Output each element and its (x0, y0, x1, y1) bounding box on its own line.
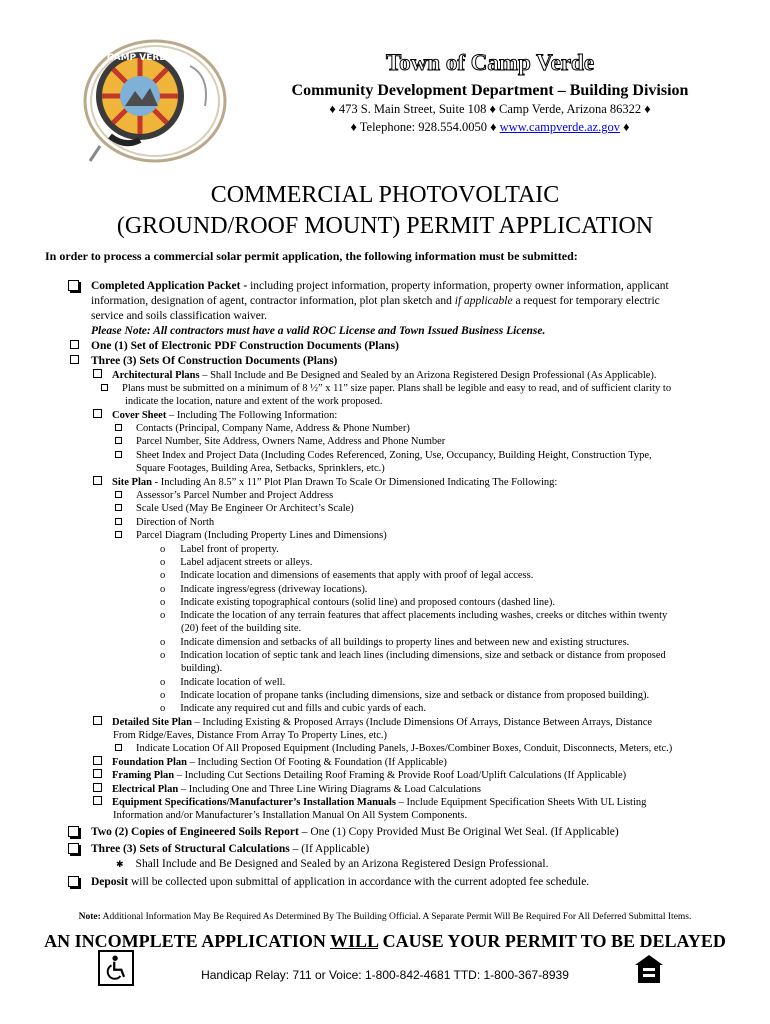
structural-sub-text: Shall Include and Be Designed and Sealed by an Arizona Registered Design Professional. (135, 858, 549, 870)
note-label: Note: (78, 912, 101, 922)
checkbox-electrical[interactable] (93, 783, 102, 792)
site-sub-3-text: Direction of North (136, 517, 215, 528)
packet-desc-2b: a request for temporary electric (512, 295, 660, 307)
site-desc: - Including An 8.5” x 11” Plot Plan Drawn To Scale Or Dimensioned Indicating The Following: (151, 477, 558, 488)
site-sub-3 (115, 516, 214, 529)
town-title: Town of Camp Verde (385, 50, 595, 75)
item-three-sets (70, 354, 337, 369)
note-text: Additional Information May Be Required As Determined By The Building Official. A Separate Permit Will Be Required For All Deferred Submittal Items. (100, 912, 692, 922)
bullet-9: o Indicate location of well. (160, 677, 286, 688)
architectural-sub (101, 382, 671, 395)
department-name: Community Development Department – Building Division (291, 82, 689, 99)
bullet-1: o Label front of property. (160, 544, 279, 555)
pdf-label: One (1) Set of Electronic PDF Construction Documents (Plans) (91, 340, 399, 352)
warning-part-1: AN INCOMPLETE APPLICATION (44, 931, 331, 951)
checkbox-equipment-specs[interactable] (93, 796, 102, 805)
website-link[interactable]: www.campverde.az.gov (499, 120, 620, 134)
soils-desc: – One (1) Copy Provided Must Be Original Wet Seal. (If Applicable) (298, 826, 619, 838)
seal-text: CAMP VERDE (107, 53, 173, 63)
bullet-2: o Label adjacent streets or alleys. (160, 557, 313, 568)
checkbox-equipment-location[interactable] (115, 744, 122, 751)
item-cover-sheet (93, 409, 337, 422)
site-sub-1 (115, 489, 333, 502)
cover-title: Cover Sheet (112, 410, 167, 421)
town-seal-logo (80, 36, 230, 166)
cover-sub-2-text: Parcel Number, Site Address, Owners Name, Address and Phone Number (136, 436, 446, 447)
checkbox-foundation[interactable] (93, 756, 102, 765)
checkbox-three-sets[interactable] (70, 355, 79, 364)
packet-desc-2i: if applicable (454, 295, 513, 307)
equipment-title: Equipment Specifications/Manufacturer’s Installation Manuals (112, 797, 397, 808)
checkbox-structural[interactable] (68, 843, 79, 854)
address-line: ♦ 473 S. Main Street, Suite 108 ♦ Camp Verde, Arizona 86322 ♦ (329, 102, 651, 116)
three-sets-label: Three (3) Sets Of Construction Documents (Plans) (91, 355, 338, 367)
footnote (0, 912, 770, 922)
item-structural (91, 842, 369, 857)
item-framing (93, 769, 626, 782)
item-detailed-site-plan (93, 716, 652, 729)
item-electrical (93, 783, 481, 796)
item-packet (91, 279, 731, 339)
detailed-sub-text: Indicate Location Of All Proposed Equipment (Including Panels, J-Boxes/Combiner Boxes, Conduit, Disconnects, Meters, etc.) (136, 743, 673, 754)
soils-title: Two (2) Copies of Engineered Soils Report (91, 826, 299, 838)
checkbox-site-2[interactable] (115, 504, 122, 511)
handicap-relay-line: Handicap Relay: 711 or Voice: 1-800-842-4681 TTD: 1-800-367-8939 (201, 968, 569, 982)
site-sub-2 (115, 502, 354, 515)
title-line-1: COMMERCIAL PHOTOVOLTAIC (210, 182, 560, 208)
packet-note: Please Note: All contractors must have a valid ROC License and Town Issued Business License. (91, 325, 546, 337)
bullet-6: o Indicate the location of any terrain features that affect placements including washes, creeks or ditches within twenty (160, 610, 668, 621)
bullet-8-text: Indication location of septic tank and leach lines (including dimensions, size and setback or distance from proposed (180, 650, 666, 661)
checkbox-cover-1[interactable] (115, 424, 122, 431)
foundation-title: Foundation Plan (112, 757, 187, 768)
checkbox-soils[interactable] (68, 826, 79, 837)
cover-sub-1-text: Contacts (Principal, Company Name, Address & Phone Number) (136, 423, 410, 434)
deposit-desc: will be collected upon submittal of application in accordance with the current adopted fee schedule. (128, 876, 590, 888)
checkbox-architectural[interactable] (93, 369, 102, 378)
item-pdf (70, 339, 399, 354)
checkbox-pdf[interactable] (70, 340, 79, 349)
bullet-9-text: Indicate location of well. (180, 677, 286, 688)
packet-desc-2a: information, designation of agent, contractor information, plot plan sketch and (91, 295, 455, 307)
intro-text: In order to process a commercial solar permit application, the following information must be submitted: (45, 249, 578, 263)
detailed-desc: – Including Existing & Proposed Arrays (Include Dimensions Of Arrays, Distance Between Arrays, Distance (191, 717, 653, 728)
cover-sub-3-cont: Square Footages, Building Area, Setbacks, Sprinklers, etc.) (136, 463, 385, 474)
detailed-title: Detailed Site Plan (112, 717, 192, 728)
equal-housing-icon (633, 953, 665, 985)
bullet-2-text: Label adjacent streets or alleys. (180, 557, 313, 568)
electrical-desc: – Including One and Three Line Wiring Diagrams & Load Calculations (178, 784, 481, 795)
bullet-11: o Indicate any required cut and fills and cubic yards of each. (160, 703, 427, 714)
packet-desc: including project information, property information, property owner information, applicant (250, 280, 669, 292)
item-soils (91, 825, 619, 840)
site-sub-2-text: Scale Used (May Be Engineer Or Architect’s Scale) (136, 503, 354, 514)
checkbox-site-plan[interactable] (93, 476, 102, 485)
structural-desc: – (If Applicable) (289, 843, 370, 855)
cover-sub-1 (115, 422, 410, 435)
bullet-3-text: Indicate location and dimensions of easements that apply with proof of legal access. (180, 570, 534, 581)
item-deposit (91, 875, 589, 890)
warning-emphasis: WILL (330, 931, 379, 951)
item-equipment-specs (93, 796, 646, 809)
checkbox-cover-sheet[interactable] (93, 409, 102, 418)
cover-sub-3-text: Sheet Index and Project Data (Including Codes Referenced, Zoning, Use, Occupancy, Building Height, Construction Type, (136, 450, 652, 461)
packet-desc-3: service and soils classification waiver. (91, 310, 267, 322)
cover-sub-2 (115, 435, 445, 448)
incomplete-warning (0, 931, 770, 952)
bullet-4: o Indicate ingress/egress (driveway locations). (160, 584, 368, 595)
checkbox-deposit[interactable] (68, 876, 79, 887)
deposit-title: Deposit (91, 876, 129, 888)
framing-desc: – Including Cut Sections Detailing Roof Framing & Provide Roof Load/Uplift Calculations (If Applicable) (174, 770, 627, 781)
paper-size-text: Plans must be submitted on a minimum of 8 ½” x 11” size paper. Plans shall be legible and easy to read, and of sufficient clarity to (122, 383, 672, 394)
equipment-desc: – Include Equipment Specification Sheets With UL Listing (396, 797, 647, 808)
bullet-8-cont: building). (181, 663, 223, 674)
bullet-6-cont: (20) feet of the building site. (181, 623, 302, 634)
title-line-2: (GROUND/ROOF MOUNT) PERMIT APPLICATION (116, 213, 654, 239)
bullet-6-text: Indicate the location of any terrain features that affect placements including washes, creeks or ditches within twenty (180, 610, 668, 621)
bullet-5: o Indicate existing topographical contours (solid line) and proposed contours (dashed line). (160, 597, 555, 608)
bullet-7-text: Indicate dimension and setbacks of all buildings to property lines and between new and existing structures. (180, 637, 630, 648)
item-architectural (93, 369, 657, 382)
site-sub-1-text: Assessor’s Parcel Number and Project Address (136, 490, 334, 501)
checkbox-packet[interactable] (68, 280, 79, 291)
architectural-desc: – Shall Include and Be Designed and Sealed by an Arizona Registered Design Professional (As Applicable). (199, 370, 657, 381)
architectural-title: Architectural Plans (112, 370, 200, 381)
site-sub-4 (115, 529, 387, 542)
page-title (0, 180, 770, 242)
foundation-desc: – Including Section Of Footing & Foundation (If Applicable) (186, 757, 447, 768)
phone-text: ♦ Telephone: 928.554.0050 ♦ (350, 120, 500, 134)
checkbox-site-1[interactable] (115, 491, 122, 498)
bullet-8: o Indication location of septic tank and leach lines (including dimensions, size and setback or distance from proposed (160, 650, 666, 661)
checkbox-paper-size[interactable] (101, 384, 108, 391)
architectural-sub-cont: indicate the location, nature and extent of the work proposed. (125, 396, 383, 407)
cover-desc: – Including The Following Information: (166, 410, 338, 421)
electrical-title: Electrical Plan (112, 784, 179, 795)
phone-line (210, 120, 770, 135)
structural-title: Three (3) Sets of Structural Calculations (91, 843, 290, 855)
site-title: Site Plan (112, 477, 152, 488)
bullet-3: o Indicate location and dimensions of easements that apply with proof of legal access. (160, 570, 534, 581)
framing-title: Framing Plan (112, 770, 175, 781)
phone-suffix: ♦ (619, 120, 630, 134)
packet-title: Completed Application Packet - (91, 280, 251, 292)
detailed-sub (115, 742, 672, 755)
detailed-cont: From Ridge/Eaves, Distance From Array To Property Lines, etc.) (113, 730, 388, 741)
bullet-10: o Indicate location of propane tanks (including dimensions, size and setback or distance from proposed building). (160, 690, 650, 701)
checkbox-cover-2[interactable] (115, 437, 122, 444)
checkbox-site-4[interactable] (115, 531, 122, 538)
bullet-1-text: Label front of property. (180, 544, 279, 555)
warning-part-2: CAUSE YOUR PERMIT TO BE DELAYED (378, 931, 726, 951)
item-foundation (93, 756, 447, 769)
checkbox-framing[interactable] (93, 769, 102, 778)
equipment-cont: Information and/or Manufacturer’s Installation Manual On All System Components. (113, 810, 468, 821)
bullet-11-text: Indicate any required cut and fills and cubic yards of each. (180, 703, 427, 714)
bullet-4-text: Indicate ingress/egress (driveway locations). (180, 584, 368, 595)
bullet-10-text: Indicate location of propane tanks (including dimensions, size and setback or distance from proposed building). (180, 690, 650, 701)
bullet-7: o Indicate dimension and setbacks of all buildings to property lines and between new and existing structures. (160, 637, 630, 648)
checkbox-cover-3[interactable] (115, 451, 122, 458)
checkbox-detailed-site-plan[interactable] (93, 716, 102, 725)
checkbox-site-3[interactable] (115, 518, 122, 525)
site-sub-4-text: Parcel Diagram (Including Property Lines and Dimensions) (136, 530, 387, 541)
structural-sub: ✱ Shall Include and Be Designed and Sealed by an Arizona Registered Design Professional. (116, 858, 549, 870)
item-site-plan (93, 476, 557, 489)
bullet-5-text: Indicate existing topographical contours (solid line) and proposed contours (dashed line). (180, 597, 555, 608)
cover-sub-3 (115, 449, 652, 462)
